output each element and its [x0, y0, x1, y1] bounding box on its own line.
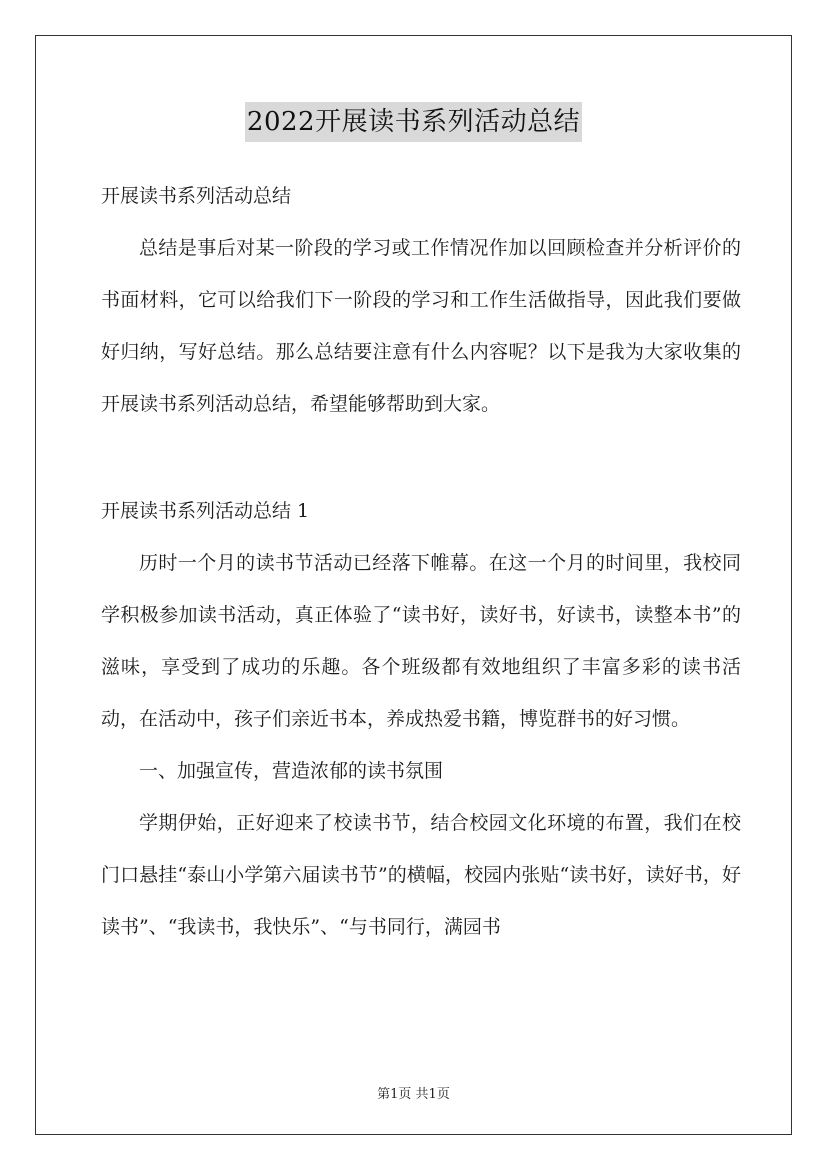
section-heading-1: 开展读书系列活动总结 1 — [101, 500, 310, 522]
document-body — [101, 170, 741, 953]
intro-paragraph: 总结是事后对某一阶段的学习或工作情况作加以回顾检查并分析评价的书面材料，它可以给我们下一阶段的学习和工作生活做指导，因此我们要做好归纳，写好总结。那么总结要注意有什么内容呢？以下是我为大家收集的开展读书系列活动总结，希望能够帮助到大家。 — [101, 237, 741, 415]
body-paragraph-1: 历时一个月的读书节活动已经落下帷幕。在这一个月的时间里，我校同学积极参加读书活动，真正体验了“读书好，读好书，好读书，读整本书”的滋味，享受到了成功的乐趣。各个班级都有效地组织了丰富多彩的读书活动，在活动中，孩子们亲近书本，养成热爱书籍，博览群书的好习惯。 — [101, 552, 741, 730]
subtitle: 开展读书系列活动总结 — [101, 185, 292, 207]
subsection-heading: 一、加强宣传，营造浓郁的读书氛围 — [139, 760, 444, 782]
title-container — [0, 102, 827, 142]
body-paragraph-2: 学期伊始，正好迎来了校读书节，结合校园文化环境的布置，我们在校门口悬挂“泰山小学第六届读书节”的横幅，校园内张贴“读书好，读好书，好读书”、“我读书，我快乐”、“与书同行，满园书 — [101, 812, 741, 938]
document-title: 2022开展读书系列活动总结 — [245, 102, 582, 142]
spacer — [101, 430, 741, 485]
page-footer: 第1页 共1页 — [377, 1087, 450, 1102]
